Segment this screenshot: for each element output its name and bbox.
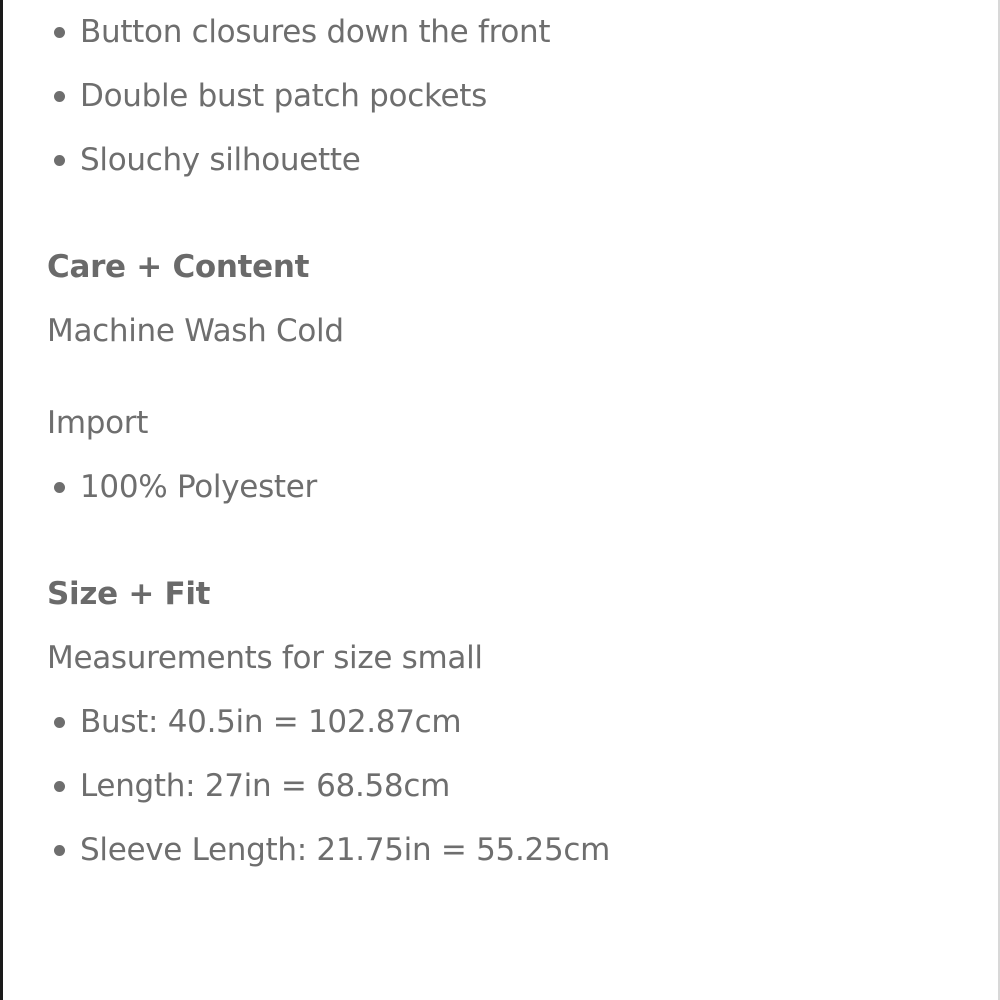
product-description [47, 0, 967, 882]
wash-instruction: Machine Wash Cold [47, 313, 344, 349]
left-border [0, 0, 3, 1000]
measurement-item-sleeve-length: Sleeve Length: 21.75in = 55.25cm [47, 818, 967, 882]
size-fit-heading: Size + Fit [47, 576, 211, 612]
feature-item: Button closures down the front [47, 0, 967, 64]
material-list [47, 455, 967, 519]
feature-item: Slouchy silhouette [47, 128, 967, 192]
measurement-item-bust: Bust: 40.5in = 102.87cm [47, 690, 967, 754]
feature-item: Double bust patch pockets [47, 64, 967, 128]
measurement-list [47, 690, 967, 882]
origin-text: Import [47, 405, 149, 441]
feature-list [47, 0, 967, 192]
care-content-heading: Care + Content [47, 249, 310, 285]
material-item: 100% Polyester [47, 455, 967, 519]
measurements-intro: Measurements for size small [47, 640, 483, 676]
measurement-item-length: Length: 27in = 68.58cm [47, 754, 967, 818]
